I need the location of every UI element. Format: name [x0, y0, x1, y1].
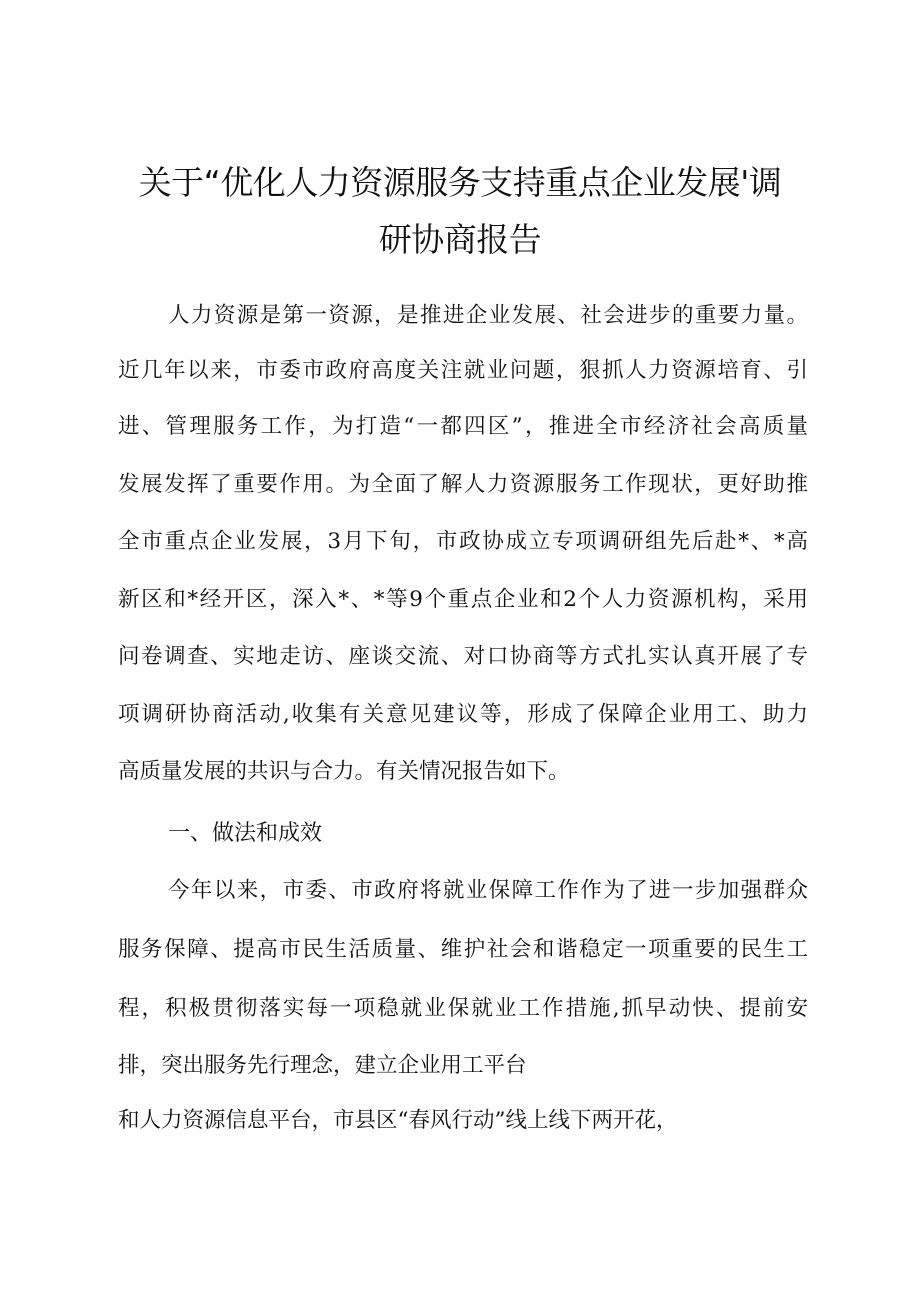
- intro-paragraph-line: 新区和*经开区，深入*、*等9个重点企业和2个人力资源机构，采用: [118, 587, 808, 612]
- section1-paragraph-line: 和人力资源信息平台，市县区“春风行动”线上线下两开花，: [118, 1108, 678, 1133]
- intro-paragraph-line: 人力资源是第一资源，是推进企业发展、社会进步的重要力量。: [168, 303, 808, 328]
- section-heading: 一、做法和成效: [168, 821, 323, 846]
- section1-paragraph-line: 程，积极贯彻落实每一项稳就业保就业工作措施,抓早动快、提前安: [118, 996, 808, 1021]
- section1-paragraph-line: 今年以来，市委、市政府将就业保障工作作为了进一步加强群众: [168, 878, 808, 903]
- intro-paragraph-line: 高质量发展的共识与合力。有关情况报告如下。: [118, 759, 570, 784]
- intro-paragraph-line: 问卷调查、实地走访、座谈交流、对口协商等方式扎实认真开展了专: [118, 644, 808, 669]
- section1-paragraph-line: 排，突出服务先行理念，建立企业用工平台: [118, 1053, 527, 1078]
- intro-paragraph-line: 进、管理服务工作，为打造“一都四区”，推进全市经济社会高质量: [118, 414, 808, 439]
- document-title-line-1: 关于“优化人力资源服务支持重点企业发展'调: [138, 163, 782, 202]
- intro-paragraph-line: 近几年以来，市委市政府高度关注就业问题，狠抓人力资源培育、引: [118, 358, 808, 383]
- document-title-line-2: 研协商报告: [378, 220, 542, 259]
- intro-paragraph-line: 全市重点企业发展，3月下旬，市政协成立专项调研组先后赴*、*高: [118, 529, 808, 554]
- intro-paragraph-line: 发展发挥了重要作用。为全面了解人力资源服务工作现状，更好助推: [118, 472, 808, 497]
- intro-paragraph-line: 项调研协商活动,收集有关意见建议等，形成了保障企业用工、助力: [118, 702, 808, 727]
- section1-paragraph-line: 服务保障、提高市民生活质量、维护社会和谐稳定一项重要的民生工: [118, 937, 808, 962]
